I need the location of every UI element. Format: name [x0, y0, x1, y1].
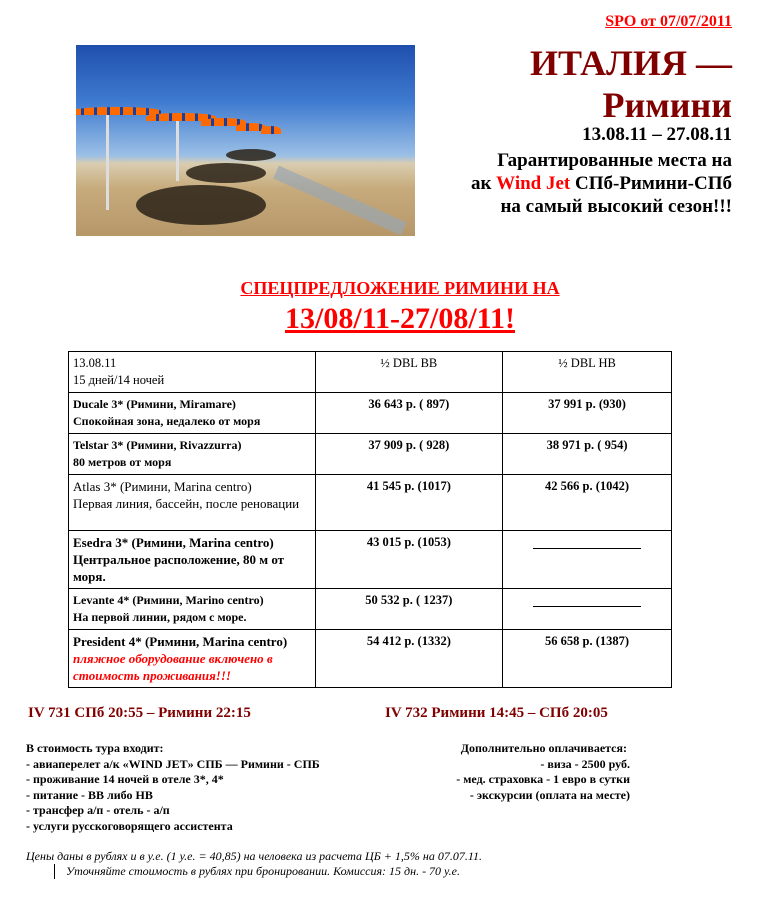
extra-title: Дополнительно оплачивается:	[460, 741, 627, 755]
price-bb: 50 532 р. ( 1237)	[315, 589, 503, 630]
price-hb-unavailable	[503, 589, 672, 630]
text-cursor-bar	[54, 864, 55, 879]
price-hb: 42 566 р. (1042)	[503, 475, 672, 531]
includes-item: - услуги русскоговорящего ассистента	[26, 818, 233, 833]
price-bb: 36 643 р. ( 897)	[315, 393, 503, 434]
hotel-note: 80 метров от моря	[73, 455, 172, 469]
footer-prices-note: Цены даны в рублях и в у.е. (1 у.е. = 40,85) на человека из расчета ЦБ + 1,5% на 07.07.11.	[26, 849, 482, 863]
price-hb: 37 991 р. (930)	[503, 393, 672, 434]
price-bb: 43 015 р. (1053)	[315, 531, 503, 589]
includes-item: - проживание 14 ночей в отеле 3*, 4*	[26, 772, 224, 786]
table-row	[69, 630, 672, 688]
header-hb: ½ DBL HB	[503, 352, 672, 393]
table-row	[69, 589, 672, 630]
table-row	[69, 475, 672, 531]
header-date: 13.08.11	[73, 356, 117, 370]
table-row	[69, 393, 672, 434]
hotel-name: Ducale 3* (Римини, Miramare)	[73, 397, 236, 411]
price-bb: 41 545 р. (1017)	[315, 475, 503, 531]
footer-commission-note: Уточняйте стоимость в рублях при бронировании. Комиссия: 15 дн. - 70 у.е.	[66, 864, 460, 878]
hotel-name: Telstar 3* (Римини, Rivazzurra)	[73, 438, 242, 452]
extra-item: - мед. страховка - 1 евро в сутки	[456, 772, 630, 786]
includes-item: - питание - BB либо HB	[26, 787, 153, 802]
airline-name: Wind Jet	[496, 173, 571, 194]
header-cell-date	[69, 352, 316, 393]
price-hb-unavailable	[503, 531, 672, 589]
beach-photo	[76, 45, 415, 236]
includes-list	[26, 741, 320, 834]
extra-list	[456, 741, 630, 803]
guarantee-line3: на самый высокий сезон!!!	[500, 196, 732, 217]
spo-date: SPO от 07/07/2011	[605, 13, 732, 30]
hotel-name: Atlas 3* (Римини, Marina centro)	[73, 479, 252, 494]
price-bb: 54 412 р. (1332)	[315, 630, 503, 688]
price-hb: 56 658 р. (1387)	[503, 630, 672, 688]
table-row	[69, 434, 672, 475]
airline-prefix: ак	[470, 173, 497, 194]
dash-line	[533, 592, 641, 607]
title-country: ИТАЛИЯ —	[529, 43, 732, 83]
price-hb: 38 971 р. ( 954)	[503, 434, 672, 475]
tour-dates: 13.08.11 – 27.08.11	[582, 124, 732, 145]
hotel-name: Esedra 3* (Римини, Marina centro)	[73, 535, 274, 550]
hotel-note: Первая линия, бассейн, после реновации	[73, 496, 300, 511]
hotel-note: Спокойная зона, недалеко от моря	[73, 414, 261, 428]
table-header-row	[69, 352, 672, 393]
table-row	[69, 531, 672, 589]
offer-dates: 13/08/11-27/08/11!	[284, 302, 515, 335]
dash-line	[533, 534, 641, 549]
route: СПб-Римини-СПб	[570, 173, 732, 194]
offer-heading: СПЕЦПРЕДЛОЖЕНИЕ РИМИНИ НА	[240, 278, 560, 298]
hotel-note: Центральное расположение, 80 м от моря.	[73, 552, 285, 584]
includes-item: - авиаперелет а/к «WIND JET» СПБ — Римини - СПБ	[26, 756, 320, 771]
flight-return: IV 732 Римини 14:45 – СПб 20:05	[385, 705, 608, 721]
header-duration: 15 дней/14 ночей	[73, 373, 165, 387]
price-bb: 37 909 р. ( 928)	[315, 434, 503, 475]
title-city: Римини	[602, 85, 732, 125]
hotel-name: President 4* (Римини, Marina centro)	[73, 634, 288, 649]
hotel-name: Levante 4* (Римини, Marino centro)	[73, 593, 264, 607]
flight-outbound: IV 731 СПб 20:55 – Римини 22:15	[28, 705, 251, 721]
price-table	[68, 351, 672, 688]
extra-item: - виза - 2500 руб.	[540, 756, 630, 771]
guarantee-line1: Гарантированные места на	[497, 150, 732, 171]
hotel-note: пляжное оборудование включено в стоимость проживания!!!	[73, 651, 273, 683]
guarantee-line2	[471, 171, 732, 196]
includes-title: В стоимость тура входит:	[26, 741, 164, 755]
extra-item: - экскурсии (оплата на месте)	[469, 787, 630, 802]
header-bb: ½ DBL BB	[315, 352, 503, 393]
hotel-note: На первой линии, рядом с море.	[73, 610, 247, 624]
includes-item: - трансфер а/п - отель - а/п	[26, 803, 170, 817]
